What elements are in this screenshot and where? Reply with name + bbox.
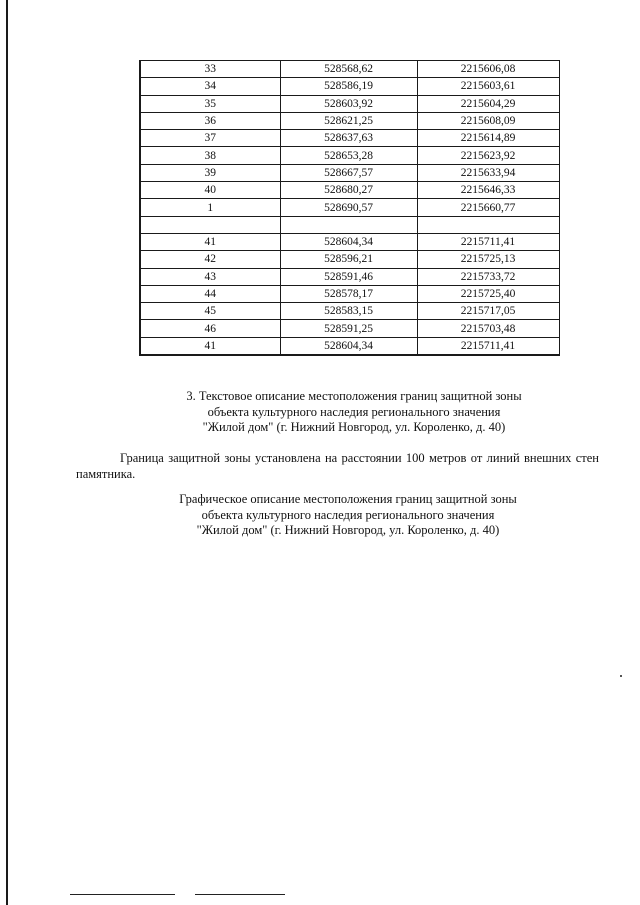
x-coordinate-cell: 528621,25 [280, 112, 417, 129]
boundary-paragraph: Граница защитной зоны установлена на расстоянии 100 метров от линий внешних стен памятника. [76, 451, 599, 481]
coordinates-table [139, 60, 560, 356]
y-coordinate-cell: 2215725,13 [417, 251, 559, 268]
table-row [140, 216, 559, 233]
point-number-cell: 41 [140, 233, 280, 250]
table-row [140, 147, 559, 164]
table-row [140, 251, 559, 268]
table-row [140, 112, 559, 129]
point-number-cell: 43 [140, 268, 280, 285]
x-coordinate-cell: 528653,28 [280, 147, 417, 164]
y-coordinate-cell: 2215717,05 [417, 303, 559, 320]
x-coordinate-cell: 528586,19 [280, 78, 417, 95]
y-coordinate-cell: 2215646,33 [417, 182, 559, 199]
graphic-description-heading [98, 492, 598, 539]
y-coordinate-cell: 2215733,72 [417, 268, 559, 285]
point-number-cell: 40 [140, 182, 280, 199]
y-coordinate-cell: 2215711,41 [417, 233, 559, 250]
x-coordinate-cell: 528667,57 [280, 164, 417, 181]
x-coordinate-cell: 528591,46 [280, 268, 417, 285]
table-row [140, 199, 559, 216]
table-row [140, 164, 559, 181]
y-coordinate-cell: 2215711,41 [417, 337, 559, 355]
scan-speck [620, 675, 622, 677]
table-row [140, 337, 559, 355]
table-row [140, 95, 559, 112]
x-coordinate-cell: 528568,62 [280, 61, 417, 78]
point-number-cell: 33 [140, 61, 280, 78]
table-row [140, 182, 559, 199]
point-number-cell: 41 [140, 337, 280, 355]
graphic-heading-line-2: объекта культурного наследия регионального значения [201, 507, 495, 522]
table-row [140, 78, 559, 95]
x-coordinate-cell: 528596,21 [280, 251, 417, 268]
y-coordinate-cell: 2215660,77 [417, 199, 559, 216]
point-number-cell: 42 [140, 251, 280, 268]
coordinates-table-body [140, 61, 559, 356]
table-row [140, 61, 559, 78]
point-number-cell: 34 [140, 78, 280, 95]
scan-page-edge [6, 0, 8, 905]
x-coordinate-cell: 528604,34 [280, 233, 417, 250]
point-number-cell [140, 216, 280, 233]
x-coordinate-cell: 528637,63 [280, 130, 417, 147]
y-coordinate-cell: 2215608,09 [417, 112, 559, 129]
point-number-cell: 38 [140, 147, 280, 164]
table-row [140, 285, 559, 302]
point-number-cell: 37 [140, 130, 280, 147]
y-coordinate-cell: 2215633,94 [417, 164, 559, 181]
y-coordinate-cell: 2215623,92 [417, 147, 559, 164]
section-3-heading-line-1: 3. Текстовое описание местоположения границ защитной зоны [186, 389, 522, 403]
x-coordinate-cell: 528591,25 [280, 320, 417, 337]
point-number-cell: 35 [140, 95, 280, 112]
y-coordinate-cell: 2215606,08 [417, 61, 559, 78]
section-3-heading [104, 389, 604, 436]
table-row [140, 130, 559, 147]
graphic-heading-line-1: Графическое описание местоположения границ защитной зоны [179, 492, 517, 506]
x-coordinate-cell: 528603,92 [280, 95, 417, 112]
point-number-cell: 39 [140, 164, 280, 181]
y-coordinate-cell: 2215725,40 [417, 285, 559, 302]
point-number-cell: 44 [140, 285, 280, 302]
section-3-heading-line-2: объекта культурного наследия регионального значения [207, 404, 501, 419]
table-row [140, 303, 559, 320]
x-coordinate-cell: 528680,27 [280, 182, 417, 199]
point-number-cell: 46 [140, 320, 280, 337]
y-coordinate-cell [417, 216, 559, 233]
point-number-cell: 36 [140, 112, 280, 129]
y-coordinate-cell: 2215703,48 [417, 320, 559, 337]
point-number-cell: 45 [140, 303, 280, 320]
x-coordinate-cell: 528583,15 [280, 303, 417, 320]
graphic-heading-line-3: "Жилой дом" (г. Нижний Новгород, ул. Короленко, д. 40) [196, 523, 500, 537]
footer-rule-right [195, 894, 285, 895]
x-coordinate-cell: 528578,17 [280, 285, 417, 302]
table-row [140, 268, 559, 285]
x-coordinate-cell: 528690,57 [280, 199, 417, 216]
x-coordinate-cell: 528604,34 [280, 337, 417, 355]
y-coordinate-cell: 2215603,61 [417, 78, 559, 95]
table-row [140, 233, 559, 250]
footer-rule-left [70, 894, 175, 895]
x-coordinate-cell [280, 216, 417, 233]
point-number-cell: 1 [140, 199, 280, 216]
y-coordinate-cell: 2215614,89 [417, 130, 559, 147]
section-3-heading-line-3: "Жилой дом" (г. Нижний Новгород, ул. Короленко, д. 40) [202, 420, 506, 434]
y-coordinate-cell: 2215604,29 [417, 95, 559, 112]
table-row [140, 320, 559, 337]
